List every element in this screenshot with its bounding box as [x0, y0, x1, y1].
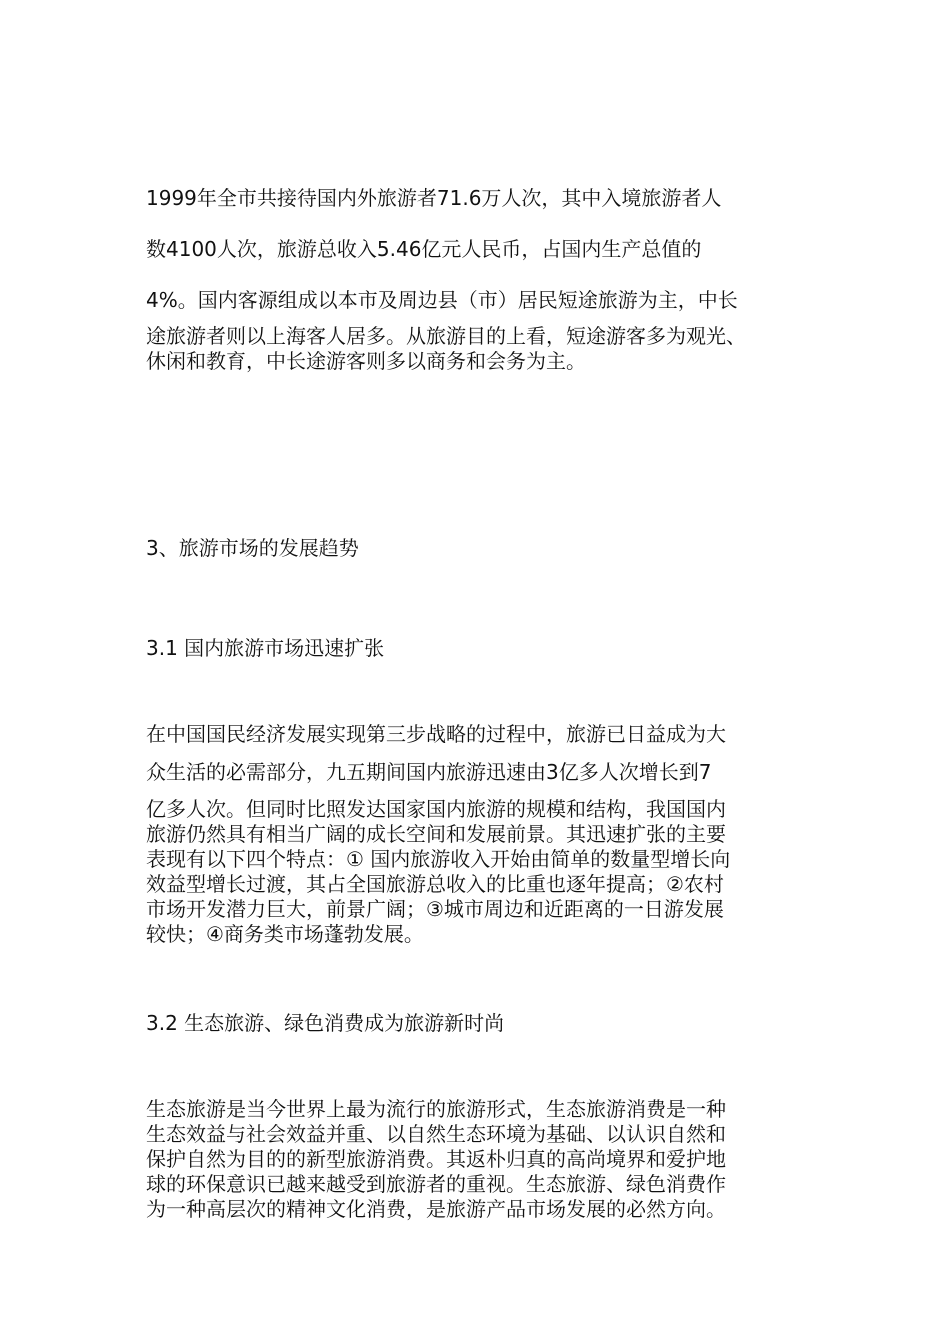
section3-2-line: 生态效益与社会效益并重、以自然生态环境为基础、以认识自然和	[146, 1122, 726, 1146]
subsection-heading: 3.1 国内旅游市场迅速扩张	[146, 636, 385, 660]
section3-1-line: 较快；④商务类市场蓬勃发展。	[146, 922, 424, 946]
section3-2-line: 生态旅游是当今世界上最为流行的旅游形式，生态旅游消费是一种	[146, 1097, 726, 1121]
subsection-heading: 3.2 生态旅游、绿色消费成为旅游新时尚	[146, 1011, 505, 1035]
section3-1-line: 旅游仍然具有相当广阔的成长空间和发展前景。其迅速扩张的主要	[146, 822, 726, 846]
section3-2-line: 球的环保意识已越来越受到旅游者的重视。生态旅游、绿色消费作	[146, 1172, 726, 1196]
section-heading: 3、旅游市场的发展趋势	[146, 536, 359, 560]
section3-1-line: 在中国国民经济发展实现第三步战略的过程中，旅游已日益成为大	[146, 722, 726, 746]
paragraph1-line: 4%。国内客源组成以本市及周边县（市）居民短途旅游为主，中长	[146, 288, 738, 312]
section3-2-line: 保护自然为目的的新型旅游消费。其返朴归真的高尚境界和爱护地	[146, 1147, 726, 1171]
section3-1-line: 亿多人次。但同时比照发达国家国内旅游的规模和结构，我国国内	[146, 797, 726, 821]
section3-1-line: 效益型增长过渡，其占全国旅游总收入的比重也逐年提高；②农村	[146, 872, 724, 896]
section3-1-line: 众生活的必需部分，九五期间国内旅游迅速由3亿多人次增长到7	[146, 760, 712, 784]
section3-1-line: 表现有以下四个特点：① 国内旅游收入开始由简单的数量型增长向	[146, 847, 731, 871]
paragraph1-line: 休闲和教育，中长途游客则多以商务和会务为主。	[146, 349, 586, 373]
paragraph1-line: 数4100人次，旅游总收入5.46亿元人民币，占国内生产总值的	[146, 237, 702, 261]
section3-2-line: 为一种高层次的精神文化消费，是旅游产品市场发展的必然方向。	[146, 1197, 726, 1221]
paragraph1-line: 1999年全市共接待国内外旅游者71.6万人次，其中入境旅游者人	[146, 186, 722, 210]
section3-1-line: 市场开发潜力巨大，前景广阔；③城市周边和近距离的一日游发展	[146, 897, 724, 921]
paragraph1-line: 途旅游者则以上海客人居多。从旅游目的上看，短途游客多为观光、	[146, 324, 746, 348]
